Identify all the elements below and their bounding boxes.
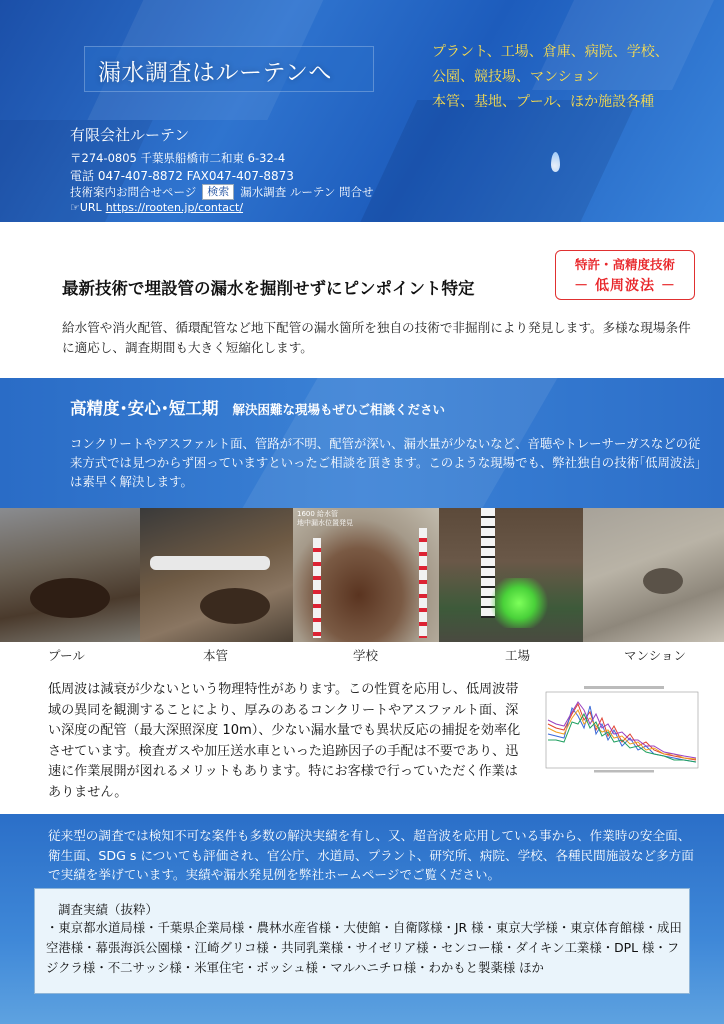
tracer-glow (489, 578, 549, 628)
facility-line: プラント、工場、倉庫、病院、学校、 (432, 44, 669, 60)
record-list: ・東京都水道局様・千葉県企業局様・農林水産省様・大使館・自衛隊様・JR 様・東京大学様・東京体育館様・成田空港様・幕張海浜公園様・江崎グリコ様・共同乳業様・サイゼリア様・センコー様・ダイキン工業様・DPL 様・フジクラ様・不二サッシ様・米軍住宅・ボッシュ様・マルハニチロ様・わかもと製薬様 ほか (46, 920, 682, 975)
feature-subtitle: 解決困難な現場もぜひご相談ください (232, 402, 446, 417)
intro-description: 給水管や消火配管、循環配管など地下配管の漏水箇所を独自の技術で非掘削により発見します。多様な現場条件に適応し、調査期間も大きく短縮化します。 (62, 320, 691, 355)
photo-strip (0, 508, 724, 642)
facility-line: 公園、競技場、マンション (432, 69, 600, 85)
excavation-hole (200, 588, 270, 624)
spectrum-chart-image (534, 684, 704, 776)
water-drop-icon (551, 152, 560, 172)
inquiry-line (70, 184, 374, 200)
url-line (70, 201, 243, 214)
caption-factory: 工場 (505, 648, 531, 663)
caption-mansion: マンション (624, 648, 686, 663)
feature-title: 高精度･安心･短工期 (70, 399, 219, 418)
photo-pool (0, 508, 140, 642)
facility-list (432, 40, 669, 115)
feature-heading (70, 395, 445, 419)
pipe-shape (150, 556, 270, 570)
measuring-ruler (313, 538, 321, 638)
chart-background (534, 684, 704, 776)
measuring-ruler (419, 528, 427, 638)
photo-stamp: 1600 給水管 地中漏水位置発見 (297, 510, 353, 527)
chart-xlabel-bar (594, 770, 654, 773)
search-terms: 漏水調査 ルーテン 問合せ (240, 185, 374, 199)
chart-title-bar (584, 686, 664, 689)
feature-body: コンクリートやアスファルト面、管路が不明、配管が深い、漏水量が少ないなど、音聴やトレーサーガスなどの従来方式では見つからず困っていますといったご相談を頂きます。このような現場でも、弊社独自の技術｢低周波法｣は素早く解決します。 (70, 436, 701, 489)
badge-line-1: 特許・高精度技術 (574, 257, 675, 272)
photo-mansion (583, 508, 724, 642)
technology-badge (555, 250, 695, 300)
header-decoration (343, 100, 638, 222)
badge-line-2: － 低周波法 － (574, 278, 676, 294)
photo-school (293, 508, 439, 642)
record-title: 調査実績（抜粋） (58, 902, 159, 917)
contact-link[interactable]: https://rooten.jp/contact/ (105, 201, 244, 214)
page-title: 漏水調査はルーテンへ (98, 60, 332, 86)
track-record-body: 従来型の調査では検知不可な案件も多数の解決実績を有し、又、超音波を応用している事から、作業時の安全面、衛生面、SDG s についても評価され、官公庁、水道局、プラント、研究所、病院、学校、各種民間施設など多方面で実績を挙げています。実績や漏水発見例を弊社ホームページでご覧ください。 (48, 828, 694, 882)
photo-factory (439, 508, 583, 642)
excavation-hole (30, 578, 110, 618)
company-address: 〒274-0805 千葉県船橋市二和東 6-32-4 (70, 151, 286, 165)
search-tag: 検索 (202, 184, 234, 200)
photo-main-pipe (140, 508, 293, 642)
intro-headline: 最新技術で埋設管の漏水を掘削せずにピンポイント特定 (62, 279, 475, 298)
inquiry-label: 技術案内お問合せページ (70, 185, 197, 199)
caption-pool: プール (48, 648, 85, 663)
url-prefix: ☞URL (70, 201, 102, 214)
caption-school: 学校 (353, 648, 379, 663)
company-name: 有限会社ルーテン (70, 126, 190, 144)
company-phone: 電話 047-407-8872 FAX047-407-8873 (70, 169, 294, 183)
facility-line: 本管、基地、プール、ほか施設各種 (432, 94, 655, 110)
excavation-hole (643, 568, 683, 594)
caption-main-pipe: 本管 (203, 648, 229, 663)
method-body: 低周波は減衰が少ないという物理特性があります。この性質を応用し、低周波帯域の異同を観測することにより、厚みのあるコンクリートやアスファルト面、深い深度の配管（最大深照深度 10m）、少ない漏水量でも異状反応の捕捉を効率化させています。検査ガスや加圧送水車といった追跡因子の手配は不要であり、迅速に作業展開が図れるメリットもあります。特にお客様で行っていただく作業はありません。 (48, 682, 521, 800)
photo-captions (0, 642, 724, 668)
